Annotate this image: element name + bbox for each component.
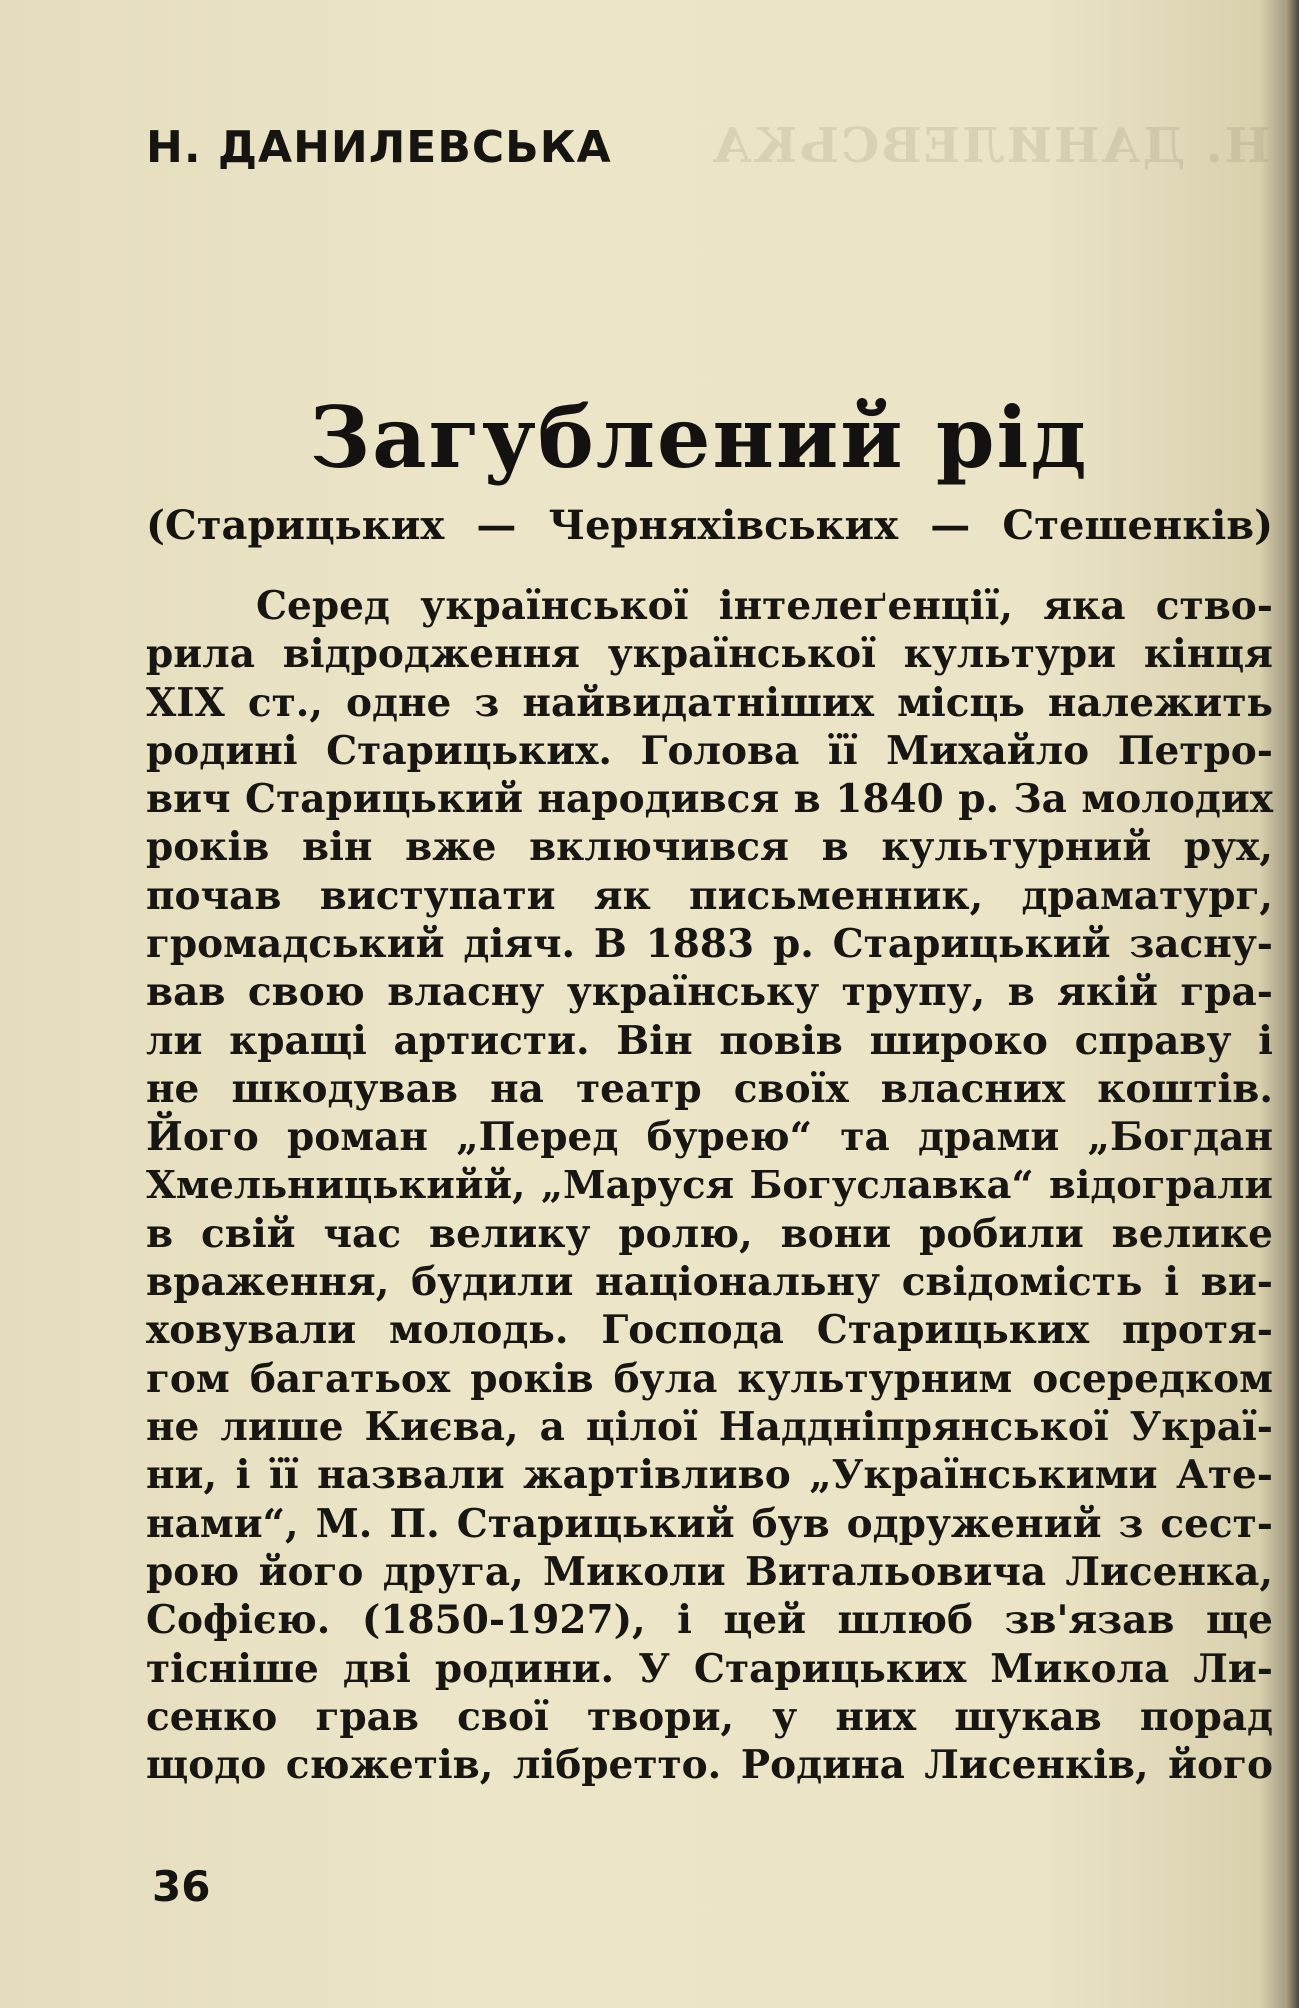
text-line: сенко грав свої твори, у них шукав порад <box>146 1693 1273 1740</box>
text-line: почав виступати як письменник, драматург, <box>146 872 1273 919</box>
text-line: ни, і її назвали жартівливо „Українськими Ате- <box>146 1452 1273 1499</box>
text-line: ховували молодь. Господа Старицьких протя- <box>146 1307 1273 1354</box>
page-number: 36 <box>152 1862 211 1911</box>
book-spine-shadow <box>1285 0 1299 2008</box>
text-line: громадський діяч. В 1883 р. Старицький засну- <box>146 921 1273 968</box>
text-line: не лише Києва, а цілої Наддніпрянської Украї- <box>146 1404 1273 1451</box>
chapter-title: Загублений рід <box>309 388 1089 487</box>
text-line: Хмельницькийй, „Маруся Богуславка“ відограли <box>146 1162 1273 1208</box>
body-text <box>146 582 1273 1789</box>
text-line: рою його друга, Миколи Витальовича Лисенка, <box>146 1548 1273 1595</box>
chapter-subtitle: (Старицьких — Черняхівських — Стешенків) <box>146 502 1273 549</box>
text-line: Його роман „Перед бурею“ та драми „Богдан <box>146 1114 1273 1161</box>
text-line: родині Старицьких. Голова її Михайло Петро- <box>146 727 1273 774</box>
text-line: Серед української інтелеґенції, яка ство- <box>256 583 1273 629</box>
text-line: тісніше дві родини. У Старицьких Микола Ли- <box>146 1645 1273 1692</box>
text-line: не шкодував на театр своїх власних коштів. <box>146 1065 1273 1112</box>
text-line: років він вже включився в культурний рух, <box>146 824 1273 871</box>
text-line: Софією. (1850-1927), і цей шлюб зв'язав ще <box>146 1597 1273 1644</box>
text-line: вич Старицький народився в 1840 р. За молодих <box>146 776 1273 823</box>
text-line: XIX ст., одне з найвидатніших місць належить <box>146 679 1273 726</box>
text-line: рила відродження української культури кінця <box>146 631 1273 678</box>
text-line: вав свою власну українську трупу, в якій гра- <box>146 969 1273 1016</box>
show-through-text: Н. ДАНИЛЕВСЬКА <box>710 118 1270 174</box>
running-header-author: Н. ДАНИЛЕВСЬКА <box>146 122 612 173</box>
text-line: враження, будили національну свідомість і ви- <box>146 1259 1273 1306</box>
text-line: гом багатьох років була культурним осередком <box>146 1355 1273 1402</box>
text-line: нами“, М. П. Старицький був одружений з сест- <box>146 1500 1273 1547</box>
text-line: в свій час велику ролю, вони робили велике <box>146 1210 1273 1257</box>
text-line: ли кращі артисти. Він повів широко справу і <box>146 1017 1273 1064</box>
text-line: щодо сюжетів, лібретто. Родина Лисенків, його <box>146 1742 1273 1789</box>
